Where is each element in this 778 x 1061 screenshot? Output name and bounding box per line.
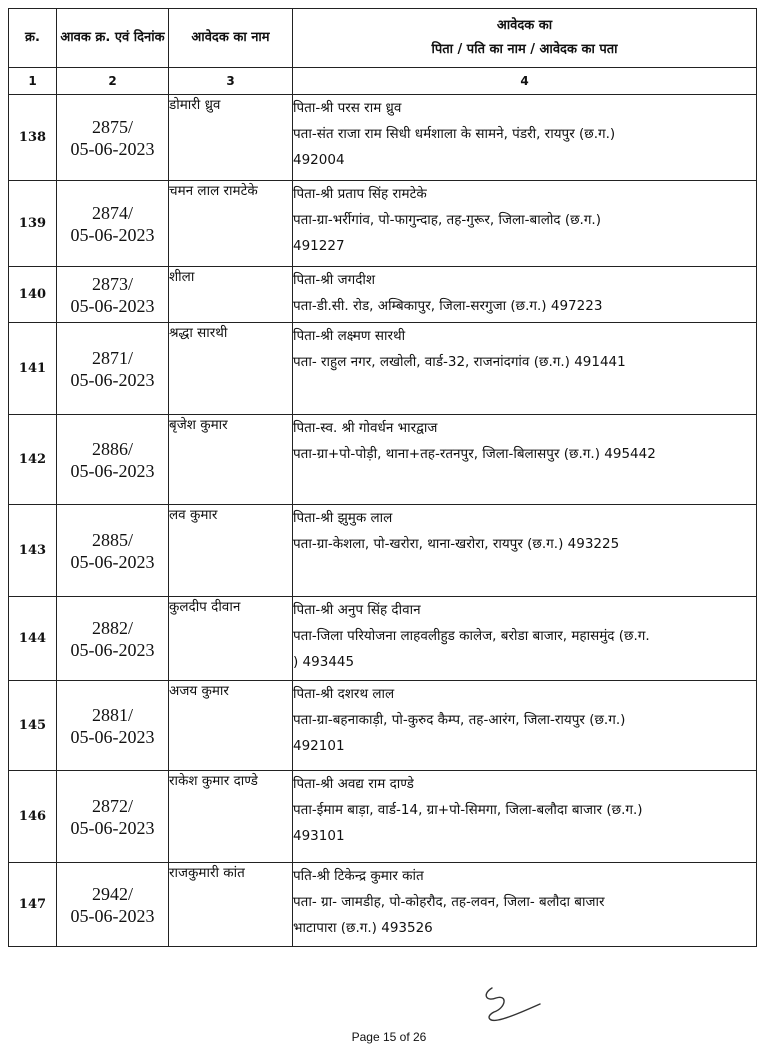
applicant-details	[293, 95, 757, 181]
applicant-details	[293, 597, 757, 681]
inward-number: 2872/	[91, 795, 133, 816]
table-row	[9, 95, 757, 181]
parent-name: पिता-श्री झुमुक लाल	[293, 510, 393, 526]
parent-name: पिता-श्री दशरथ लाल	[293, 686, 395, 702]
inward-number: 2874/	[91, 202, 133, 223]
applicant-name: राकेश कुमार दाण्डे	[169, 771, 293, 863]
applicant-name: श्रद्धा सारथी	[169, 323, 293, 415]
header-details-line1: आवेदक का	[496, 18, 553, 33]
parent-name: पिता-श्री प्रताप सिंह रामटेके	[293, 186, 427, 202]
serial-number: 138	[9, 95, 57, 181]
applicant-details	[293, 771, 757, 863]
inward-date: 05-06-2023	[70, 639, 155, 660]
table-row	[9, 267, 757, 323]
table-row	[9, 181, 757, 267]
parent-name: पिता-श्री जगदीश	[293, 272, 376, 288]
serial-number: 143	[9, 505, 57, 597]
page-number: Page 15 of 26	[351, 1030, 427, 1044]
address-line: पता- ग्रा- जामडीह, पो-कोहरौद, तह-लवन, जिला- बलौदा बाजार	[293, 894, 605, 910]
table-row	[9, 681, 757, 771]
address-line: पता-ग्रा-केशला, पो-खरोरा, थाना-खरोरा, रायपुर (छ.ग.) 493225	[293, 536, 620, 552]
inward-date: 05-06-2023	[70, 295, 155, 316]
table-row	[9, 771, 757, 863]
inward-date: 05-06-2023	[70, 551, 155, 572]
inward-number: 2873/	[91, 273, 133, 294]
column-number-4: 4	[293, 68, 757, 95]
applicant-name: बृजेश कुमार	[169, 415, 293, 505]
parent-name: पिता-स्व. श्री गोवर्धन भारद्वाज	[293, 420, 438, 436]
header-details	[293, 9, 757, 68]
serial-number: 141	[9, 323, 57, 415]
inward-number: 2881/	[91, 704, 133, 725]
address-line: पता-ग्रा-भर्रीगांव, पो-फागुन्दाह, तह-गुरूर, जिला-बालोद (छ.ग.)	[293, 212, 601, 228]
serial-number: 142	[9, 415, 57, 505]
serial-number: 140	[9, 267, 57, 323]
applicant-details	[293, 681, 757, 771]
table-row	[9, 505, 757, 597]
applicant-details	[293, 415, 757, 505]
header-serial: क्र.	[9, 9, 57, 68]
column-number-3: 3	[169, 68, 293, 95]
serial-number: 146	[9, 771, 57, 863]
inward-date: 05-06-2023	[70, 224, 155, 245]
inward-date: 05-06-2023	[70, 905, 155, 926]
address-line: पता- राहुल नगर, लखोली, वार्ड-32, राजनांदगांव (छ.ग.) 491441	[293, 354, 626, 370]
inward-number: 2942/	[91, 883, 133, 904]
parent-name: पिता-श्री लक्ष्मण सारथी	[293, 328, 406, 344]
address-line: पता-ग्रा+पो-पोड़ी, थाना+तह-रतनपुर, जिला-बिलासपुर (छ.ग.) 495442	[293, 446, 656, 462]
address-line-2: 493101	[293, 828, 345, 844]
inward-number-date	[57, 323, 169, 415]
inward-number-date	[57, 95, 169, 181]
address-line: पता-डी.सी. रोड, अम्बिकापुर, जिला-सरगुजा (छ.ग.) 497223	[293, 298, 603, 314]
header-details-line2: पिता / पति का नाम / आवेदक का पता	[431, 42, 618, 57]
applicant-name: शीला	[169, 267, 293, 323]
table-row	[9, 323, 757, 415]
serial-number: 147	[9, 863, 57, 947]
address-line-2: 492004	[293, 152, 345, 168]
applicant-details	[293, 863, 757, 947]
address-line: पता-ईमाम बाड़ा, वार्ड-14, ग्रा+पो-सिमगा, जिला-बलौदा बाजार (छ.ग.)	[293, 802, 643, 818]
parent-name: पिता-श्री अनुप सिंह दीवान	[293, 602, 421, 618]
inward-number-date	[57, 267, 169, 323]
applicant-details	[293, 267, 757, 323]
address-line: पता-जिला परियोजना लाहवलीहुड कालेज, बरोडा बाजार, महासमुंद (छ.ग.	[293, 628, 650, 644]
applicant-table	[8, 8, 757, 947]
applicant-details	[293, 505, 757, 597]
serial-number: 144	[9, 597, 57, 681]
header-applicant-name: आवेदक का नाम	[169, 9, 293, 68]
inward-date: 05-06-2023	[70, 369, 155, 390]
parent-name: पिता-श्री परस राम ध्रुव	[293, 100, 402, 116]
applicant-name: अजय कुमार	[169, 681, 293, 771]
header-inward-date: आवक क्र. एवं दिनांक	[57, 9, 169, 68]
applicant-details	[293, 181, 757, 267]
inward-number-date	[57, 681, 169, 771]
serial-number: 145	[9, 681, 57, 771]
inward-date: 05-06-2023	[70, 138, 155, 159]
address-line: पता-संत राजा राम सिधी धर्मशाला के सामने, पंडरी, रायपुर (छ.ग.)	[293, 126, 616, 142]
serial-number: 139	[9, 181, 57, 267]
column-number-1: 1	[9, 68, 57, 95]
applicant-name: राजकुमारी कांत	[169, 863, 293, 947]
table-row	[9, 863, 757, 947]
inward-number-date	[57, 771, 169, 863]
table-row	[9, 415, 757, 505]
parent-name: पति-श्री टिकेन्द्र कुमार कांत	[293, 868, 424, 884]
address-line-2: भाटापारा (छ.ग.) 493526	[293, 920, 433, 936]
inward-number-date	[57, 597, 169, 681]
address-line: पता-ग्रा-बहनाकाड़ी, पो-कुरुद कैम्प, तह-आरंग, जिला-रायपुर (छ.ग.)	[293, 712, 626, 728]
inward-number-date	[57, 415, 169, 505]
column-number-2: 2	[57, 68, 169, 95]
inward-number: 2871/	[91, 347, 133, 368]
applicant-name: कुलदीप दीवान	[169, 597, 293, 681]
inward-number-date	[57, 181, 169, 267]
inward-number: 2886/	[91, 438, 133, 459]
applicant-name: लव कुमार	[169, 505, 293, 597]
inward-date: 05-06-2023	[70, 460, 155, 481]
applicant-name: डोमारी ध्रुव	[169, 95, 293, 181]
table-body	[9, 95, 757, 947]
applicant-details	[293, 323, 757, 415]
inward-date: 05-06-2023	[70, 817, 155, 838]
inward-number: 2875/	[91, 116, 133, 137]
applicant-name: चमन लाल रामटेके	[169, 181, 293, 267]
signature	[478, 982, 548, 1028]
address-line-2: 492101	[293, 738, 345, 754]
inward-number-date	[57, 505, 169, 597]
inward-number-date	[57, 863, 169, 947]
parent-name: पिता-श्री अवद्य राम दाण्डे	[293, 776, 414, 792]
inward-number: 2882/	[91, 617, 133, 638]
address-line-2: ) 493445	[293, 654, 355, 670]
inward-date: 05-06-2023	[70, 726, 155, 747]
inward-number: 2885/	[91, 529, 133, 550]
address-line-2: 491227	[293, 238, 345, 254]
table-row	[9, 597, 757, 681]
